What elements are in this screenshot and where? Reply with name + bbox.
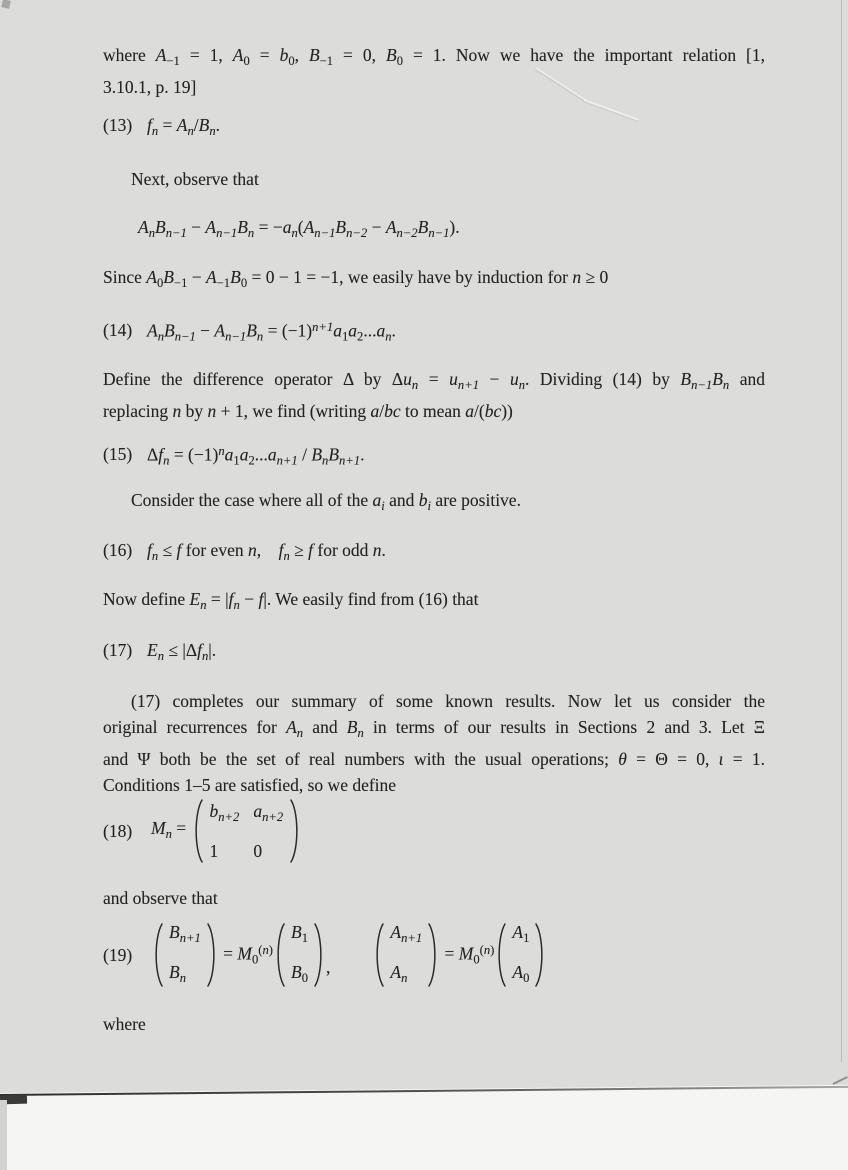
paragraph-define-operator: [103, 366, 765, 424]
text-line: original recurrences for $A_n$ and $B_n$ in terms of our results in Sections 2 and 3. Let Ξ: [103, 717, 765, 741]
paragraph-next-observe: Next, observe that: [131, 169, 259, 189]
vector-cell: $A_{n+1}$: [390, 921, 423, 945]
paren-right-icon: [427, 922, 440, 988]
paren-right-icon: [206, 922, 219, 988]
equation-body: $\Delta f_n = (-1)^na_1a_2...a_{n+1} / B_nB_{n+1}$.: [147, 444, 365, 468]
paren-right-icon: [313, 922, 326, 988]
equals-M0n: = $M_0^{(n)}$: [218, 943, 273, 967]
scan-left-band: [0, 1100, 7, 1170]
matrix-cell: 1: [209, 841, 219, 862]
vector-cells: [286, 919, 313, 991]
text-line: where $A_{-1} = 1$, $A_0 = b_0$, $B_{-1} = 0$, $B_0 = 1$. Now we have the important relation [1,: [103, 45, 765, 69]
equation-13: [103, 112, 765, 144]
equation-body: $f_n \le f$ for even n, $f_n \ge f$ for odd n.: [147, 540, 386, 564]
text-line: Define the difference operator Δ by $\Delta u_n = u_{n+1} - u_n$. Dividing (14) by $B_{n-1}B_n$ and: [103, 369, 766, 393]
equation-number: (15): [103, 444, 133, 465]
equation-number: (13): [103, 115, 133, 135]
paragraph-consider: Consider the case where all of the $a_i$ and $b_i$ are positive.: [131, 490, 521, 514]
equation-17: [103, 637, 765, 669]
paren-left-icon: [151, 922, 164, 988]
equation-number: (18): [103, 821, 133, 841]
paren-right-icon: [289, 798, 302, 864]
equation-16: [103, 537, 765, 569]
text-line: (17) completes our summary of some known results. Now let us consider the: [131, 691, 765, 711]
comma: ,: [326, 957, 331, 977]
paren-left-icon: [191, 798, 204, 864]
paren-left-icon: [494, 922, 507, 988]
equation-number: (19): [103, 945, 133, 965]
paragraph-where-final: where: [103, 1014, 146, 1034]
equation-unnumbered: $A_nB_{n-1} - A_{n-1}B_n = -a_n(A_{n-1}B_{n-2} - A_{n-2}B_{n-1})$.: [138, 217, 460, 241]
equation-body: $E_n \le |\Delta f_n|$.: [147, 640, 217, 664]
equation-body: $f_n = A_n/B_n$.: [147, 115, 221, 139]
matrix-M: [191, 798, 303, 864]
vector-cells: [507, 919, 534, 991]
text-line: 3.10.1, p. 19]: [103, 77, 197, 98]
paragraph-where: [103, 42, 765, 100]
vector-cell: $B_0$: [291, 962, 308, 986]
paragraph-now-define: Now define $E_n = |f_n - f|$. We easily find from (16) that: [103, 589, 479, 613]
paragraph-completes-summary: [103, 688, 765, 798]
text-line: and Ψ both be the set of real numbers with the usual operations; θ = Θ = 0, ι = 1.: [103, 749, 765, 770]
equation-number: (17): [103, 640, 133, 660]
vector-B-lhs: [151, 919, 219, 991]
equation-18: [103, 798, 765, 864]
vector-cell: $B_1$: [291, 921, 308, 945]
scan-corner-mark: [1, 0, 10, 9]
text-line: Conditions 1–5 are satisfied, so we define: [103, 775, 397, 796]
equation-body: $A_nB_{n-1} - A_{n-1}B_n = (-1)^{n+1}a_1a_2...a_n$.: [147, 320, 396, 344]
text-line: replacing n by n + 1, we find (writing a/bc to mean a/(bc)): [103, 401, 513, 422]
equals-M0n: = $M_0^{(n)}$: [440, 943, 495, 967]
page-corner-curl: [833, 1076, 848, 1085]
matrix-cells: [204, 798, 290, 864]
vector-B-rhs: [273, 919, 326, 991]
equation-number: (16): [103, 540, 133, 560]
vector-cell: $A_1$: [512, 921, 530, 945]
vector-A-rhs: [494, 919, 547, 991]
page-right-edge-shadow: [841, 0, 842, 1062]
equation-14: [103, 314, 765, 349]
vector-A-lhs: [372, 919, 440, 991]
vector-cells: [164, 919, 206, 991]
equation-19: [103, 922, 765, 988]
paragraph-since: Since $A_0B_{-1} - A_{-1}B_0 = 0 - 1 = -1$, we easily have by induction for n ≥ 0: [103, 267, 609, 291]
vector-cells: [385, 919, 427, 991]
paragraph-and-observe: and observe that: [103, 888, 218, 908]
equation-number: (14): [103, 320, 133, 341]
vector-cell: $A_0$: [512, 962, 530, 986]
paren-right-icon: [534, 922, 547, 988]
matrix-cell: 0: [253, 841, 263, 862]
vector-cell: $A_n$: [390, 962, 408, 986]
vector-cell: $B_n$: [169, 962, 186, 986]
paren-left-icon: [273, 922, 286, 988]
matrix-cell: $b_{n+2}$: [209, 800, 240, 825]
matrix-cell: $a_{n+2}$: [253, 800, 284, 825]
vector-cell: $B_{n+1}$: [169, 921, 201, 945]
matrix-lhs: $M_n$ =: [151, 817, 191, 842]
scanner-background-strip: [0, 1085, 848, 1170]
equation-15: [103, 438, 765, 473]
paren-left-icon: [372, 922, 385, 988]
